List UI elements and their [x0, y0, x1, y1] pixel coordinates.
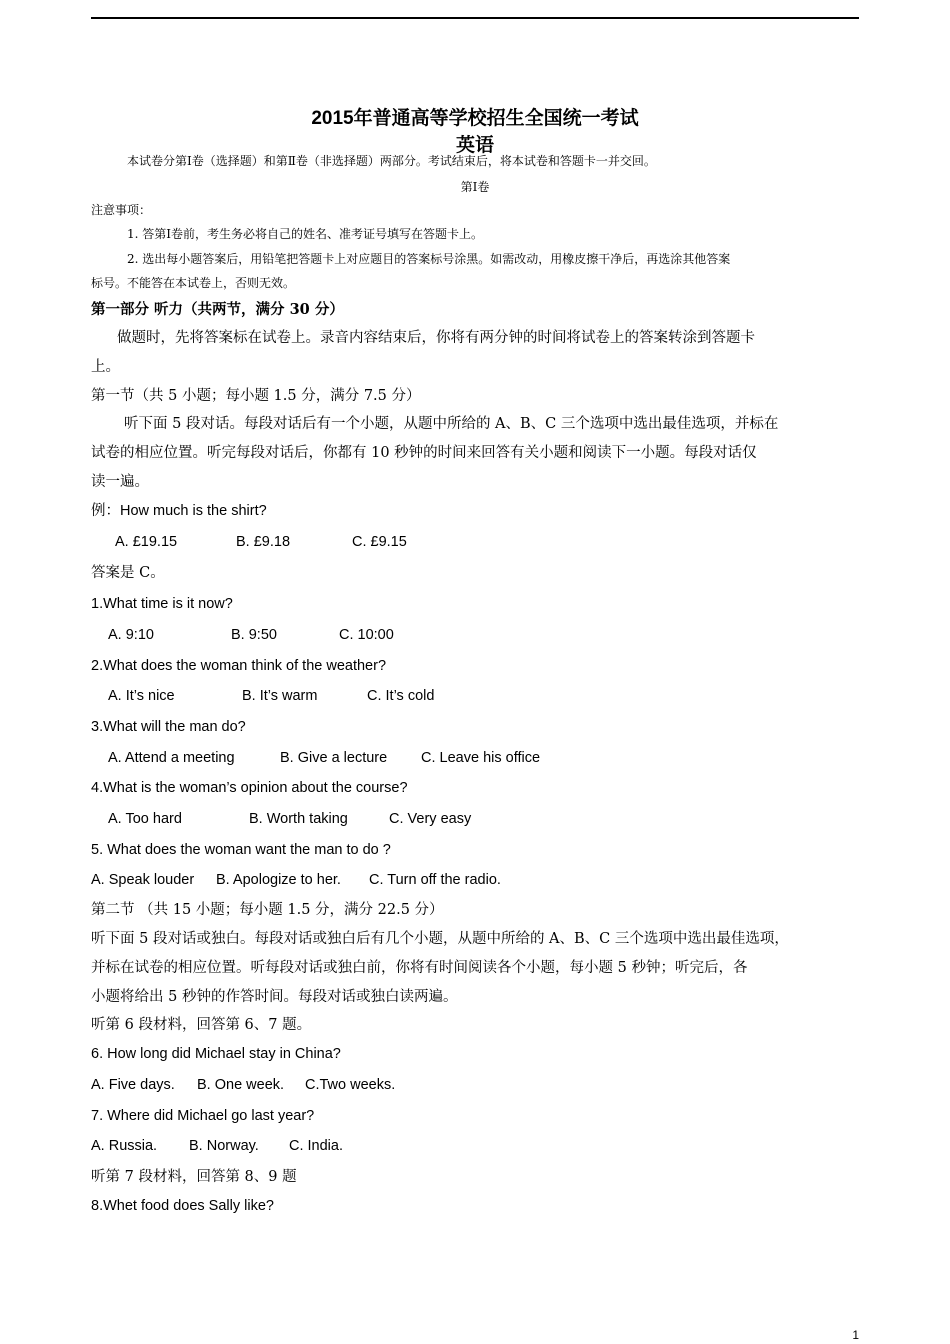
example-question: 例：How much is the shirt?: [91, 503, 267, 519]
notes-heading: 注意事项：: [91, 203, 152, 217]
question-8: 8.Whet food does Sally like?: [91, 1198, 274, 1214]
option-c: C. Leave his office: [421, 750, 541, 766]
option-b: B. It’s warm: [242, 688, 318, 704]
question-7: 7. Where did Michael go last year?: [91, 1108, 315, 1124]
section2-heading: 第二节 （共 15 小题；每小题 1.5 分，满分 22.5 分）: [91, 902, 444, 918]
section1-instructions-line3: 读一遍。: [91, 474, 149, 490]
intro-text: 本试卷分第Ⅰ卷（选择题）和第Ⅱ卷（非选择题）两部分。考试结束后，将本试卷和答题卡一并交回。: [127, 154, 656, 168]
option-b: B. Give a lecture: [280, 750, 388, 766]
option-b: B. £9.18: [236, 534, 291, 550]
option-b: B. 9:50: [231, 627, 277, 643]
question-6: 6. How long did Michael stay in China?: [91, 1046, 341, 1062]
option-c: C. £9.15: [352, 534, 407, 550]
option-a: A. Russia.: [91, 1138, 158, 1154]
notes-item-2-line1: 2. 选出每小题答案后，用铅笔把答题卡上对应题目的答案标号涂黑。如需改动，用橡皮擦干净后，再选涂其他答案: [127, 252, 731, 266]
subject-title: 英语: [455, 135, 494, 156]
header-rule: [91, 17, 859, 19]
example-answer: 答案是 C。: [91, 565, 165, 581]
part1-heading: 第一部分 听力（共两节，满分 30 分）: [91, 301, 344, 318]
option-c: C. India.: [289, 1138, 343, 1154]
option-c: C. Very easy: [389, 811, 472, 827]
option-b: B. Norway.: [189, 1138, 259, 1154]
option-a: A. £19.15: [115, 534, 178, 550]
option-b: B. Worth taking: [249, 811, 348, 827]
section1-instructions-line2: 试卷的相应位置。听完每段对话后，你都有 10 秒钟的时间来回答有关小题和阅读下一小题。每段对话仅: [91, 445, 757, 461]
option-b: B. Apologize to her.: [216, 872, 341, 888]
volume-label: 第Ⅰ卷: [460, 180, 490, 194]
material-7-label: 听第 7 段材料，回答第 8、9 题: [91, 1169, 297, 1185]
material-6-label: 听第 6 段材料，回答第 6、7 题。: [91, 1017, 312, 1033]
option-a: A. It’s nice: [108, 688, 175, 704]
question-3: 3.What will the man do?: [91, 719, 246, 735]
question-1: 1.What time is it now?: [91, 596, 233, 612]
exam-title: 2015年普通高等学校招生全国统一考试: [311, 108, 639, 129]
option-a: A. 9:10: [108, 627, 154, 643]
option-a: A. Speak louder: [91, 872, 195, 888]
option-a: A. Attend a meeting: [108, 750, 235, 766]
notes-item-1: 1. 答第Ⅰ卷前，考生务必将自己的姓名、准考证号填写在答题卡上。: [127, 227, 484, 241]
option-c: C. Turn off the radio.: [369, 872, 501, 888]
question-2: 2.What does the woman think of the weather?: [91, 658, 387, 674]
notes-item-2-line2: 标号。不能答在本试卷上，否则无效。: [91, 276, 296, 290]
part1-instructions-line2: 上。: [91, 359, 120, 375]
section1-heading: 第一节（共 5 小题；每小题 1.5 分，满分 7.5 分）: [91, 388, 421, 404]
section2-instructions-line1: 听下面 5 段对话或独白。每段对话或独白后有几个小题，从题中所给的 A、B、C 三个选项中选出最佳选项，: [91, 931, 789, 947]
section2-instructions-line2: 并标在试卷的相应位置。听每段对话或独白前，你将有时间阅读各个小题，每小题 5 秒钟；听完后，各: [91, 960, 748, 976]
question-5: 5. What does the woman want the man to do ?: [91, 842, 391, 858]
option-b: B. One week.: [197, 1077, 285, 1093]
option-c: C. 10:00: [339, 627, 394, 643]
section2-instructions-line3: 小题将给出 5 秒钟的作答时间。每段对话或独白读两遍。: [91, 989, 458, 1005]
section1-instructions-line1: 听下面 5 段对话。每段对话后有一个小题，从题中所给的 A、B、C 三个选项中选出最佳选项，并标在: [124, 416, 779, 432]
option-a: A. Too hard: [108, 811, 182, 827]
question-4: 4.What is the woman’s opinion about the course?: [91, 780, 408, 796]
option-c: C.Two weeks.: [305, 1077, 396, 1093]
option-c: C. It’s cold: [367, 688, 435, 704]
part1-instructions-line1: 做题时，先将答案标在试卷上。录音内容结束后，你将有两分钟的时间将试卷上的答案转涂到答题卡: [117, 330, 755, 346]
option-a: A. Five days.: [91, 1077, 175, 1093]
page-number: 1: [852, 1328, 859, 1342]
